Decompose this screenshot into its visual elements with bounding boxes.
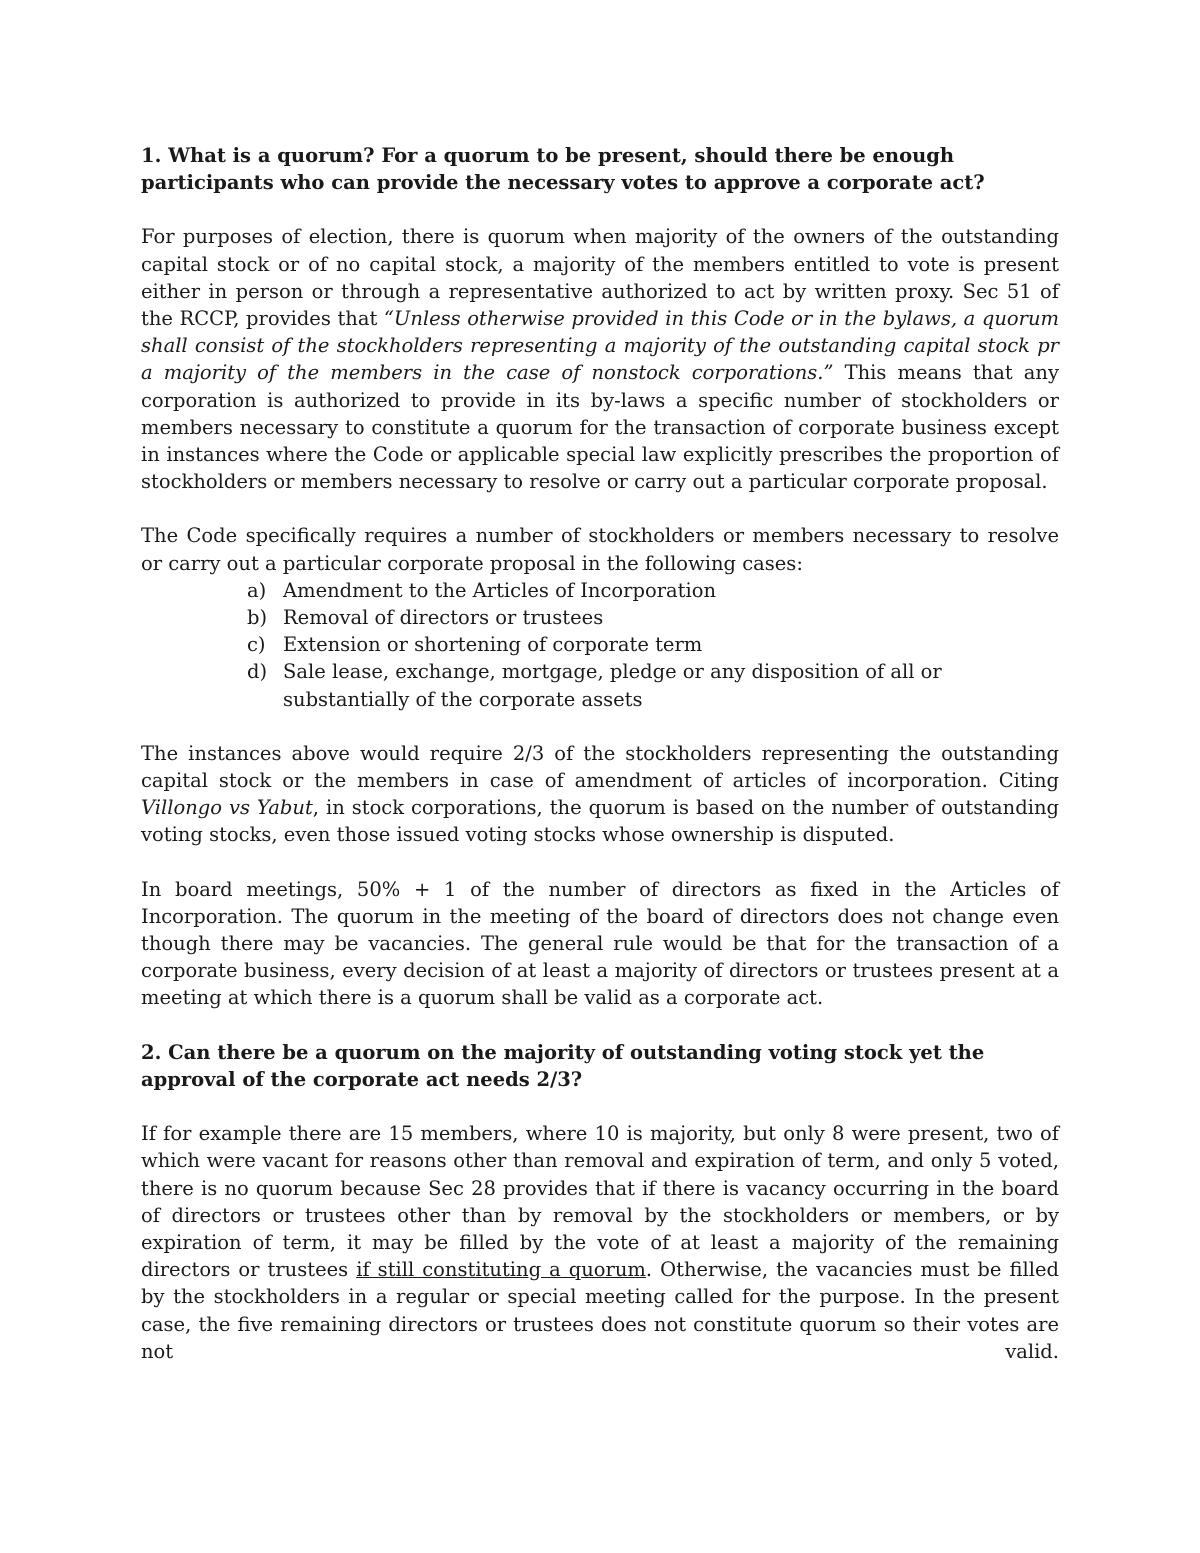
q1-p1-text-b: This means that any corporation is authorized to provide in its by-laws a specific number of stockholders or members necessary to constitute a quorum for the transaction of corporate business except in instances where the Code or applicable special law explicitly prescribes the proportion of stockholders or members necessary to resolve or carry out a particular corporate proposal. (141, 361, 1059, 494)
list-marker: b) (247, 606, 268, 630)
document-page (141, 142, 1059, 1392)
list-item-text: Extension or shortening of corporate term (283, 633, 703, 657)
q2-p1-underlined: if still constituting a quorum (356, 1258, 646, 1282)
list-item (247, 577, 1059, 604)
list-item-text: Amendment to the Articles of Incorporation (283, 578, 717, 602)
q1-paragraph-3 (141, 740, 1059, 849)
q1-paragraph-2: The Code specifically requires a number of stockholders or members necessary to resolve or carry out a particular corporate proposal in the following cases: (141, 524, 1059, 575)
list-marker: d) (247, 660, 268, 684)
question-1-heading: 1. What is a quorum? For a quorum to be present, should there be enough participants who can provide the necessary votes to approve a corporate act? (141, 144, 985, 195)
list-marker: c) (247, 633, 266, 657)
q1-paragraph-4: In board meetings, 50% + 1 of the number of directors as fixed in the Articles of Incorporation. The quorum in the meeting of the board of directors does not change even though there may be vacancies. The general rule would be that for the transaction of a corporate business, every decision of at least a majority of directors or trustees present at a meeting at which there is a quorum shall be valid as a corporate act. (141, 877, 1059, 1010)
q1-p1-quote: “Unless otherwise provided in this Code or in the bylaws, a quorum shall consist of the stockholders representing a majority of the outstanding capital stock pr a majority of the members in the case of nonstock corporations.” (141, 307, 1060, 385)
q1-paragraph-1 (141, 223, 1059, 495)
list-item-text: Sale lease, exchange, mortgage, pledge or any disposition of all or substantially of the corporate assets (283, 660, 942, 711)
requirements-list (141, 577, 1059, 713)
list-item (247, 658, 1059, 712)
q2-p1-text-b: . Otherwise, the vacancies must be filled by the stockholders in a regular or special meeting called for the purpose. In the present case, the five remaining directors or trustees does not constitute quorum so their votes are not valid. (141, 1258, 1059, 1363)
q1-p3-text-b: , in stock corporations, the quorum is based on the number of outstanding voting stocks, even those issued voting stocks whose ownership is disputed. (141, 796, 1059, 847)
list-item-text: Removal of directors or trustees (283, 606, 604, 630)
list-marker: a) (247, 578, 267, 602)
q2-paragraph-1 (141, 1120, 1059, 1365)
q1-p1-text-a: For purposes of election, there is quorum when majority of the owners of the outstanding capital stock or of no capital stock, a majority of the members entitled to vote is present either in person or through a representative authorized to act by written proxy. Sec 51 of the RCCP, provides that (141, 225, 1059, 331)
q1-p3-text-a: The instances above would require 2/3 of the stockholders representing the outstanding capital stock or the members in case of amendment of articles of incorporation. Citing (141, 741, 1059, 793)
q2-p1-text-a: If for example there are 15 members, where 10 is majority, but only 8 were present, two of which were vacant for reasons other than removal and expiration of term, and only 5 voted, there is no quorum because Sec 28 provides that if there is vacancy occurring in the board of directors or trustees other than by removal by the stockholders or members, or by expiration of term, it may be filled by the vote of at least a majority of the remaining directors or trustees (141, 1122, 1059, 1282)
q1-p3-case-name: Villongo vs Yabut (141, 796, 313, 820)
question-2-heading: 2. Can there be a quorum on the majority of outstanding voting stock yet the approval of the corporate act needs 2/3? (141, 1040, 985, 1091)
list-item (247, 631, 1059, 658)
list-item (247, 604, 1059, 631)
